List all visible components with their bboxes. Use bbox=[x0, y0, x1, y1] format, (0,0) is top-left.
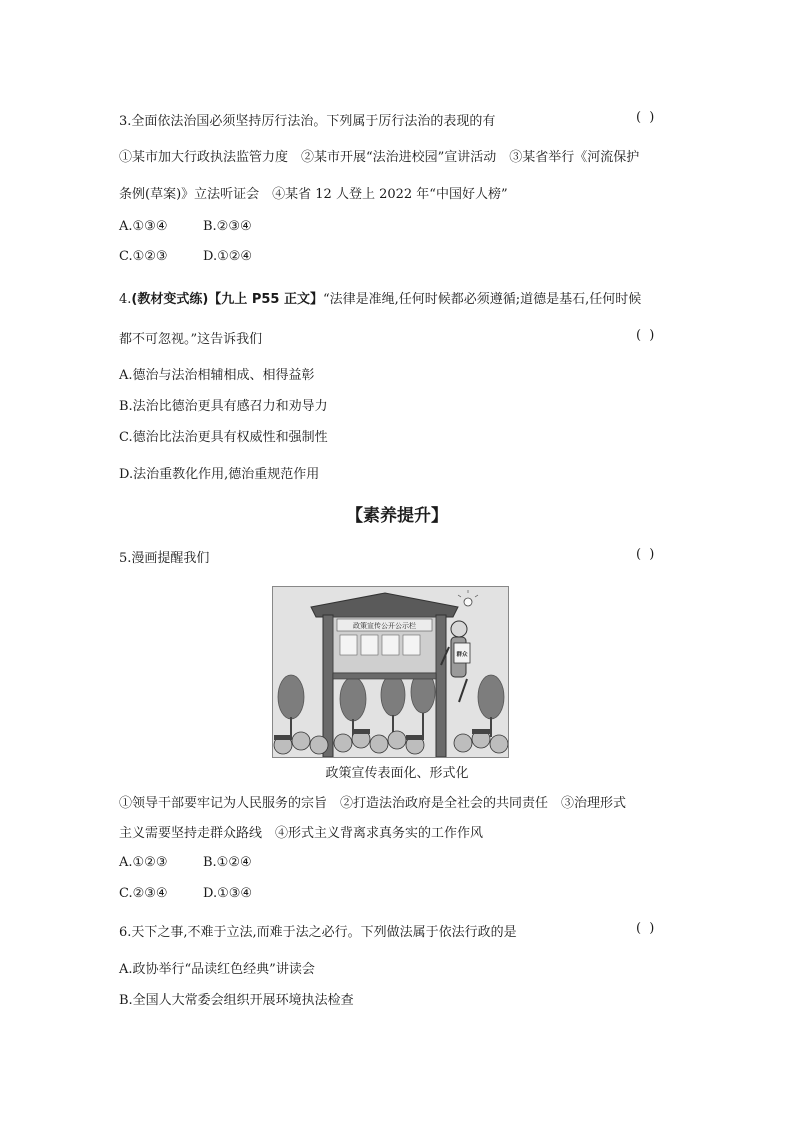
q5-statements-line1: ①领导干部要牢记为人民服务的宗旨 ②打造法治政府是全社会的共同责任 ③治理形式 bbox=[119, 796, 627, 811]
q4-option-c: C.德治比法治更具有权威性和强制性 bbox=[119, 430, 328, 445]
q4-tag-textbook: (教材变式练) bbox=[131, 292, 209, 307]
q5-answer-paren: ( ) bbox=[636, 547, 657, 562]
cartoon-illustration bbox=[273, 587, 508, 757]
q4-option-d: D.法治重教化作用,德治重规范作用 bbox=[119, 467, 320, 482]
section-title: 【素养提升】 bbox=[346, 506, 448, 526]
q6-option-a: A.政协举行“品读红色经典”讲读会 bbox=[119, 962, 315, 977]
q5-option-a: A.①②③ bbox=[119, 855, 168, 870]
board-title-text: 政策宣传公开公示栏 bbox=[353, 622, 416, 630]
q4-number: 4. bbox=[119, 292, 132, 307]
q3-option-a: A.①③④ bbox=[119, 219, 168, 234]
q4-stem-line2: 都不可忽视。”这告诉我们 bbox=[119, 332, 263, 347]
q4-answer-paren: ( ) bbox=[636, 328, 657, 343]
q3-answer-paren: ( ) bbox=[636, 110, 657, 125]
q4-stem-line1 bbox=[119, 288, 641, 307]
q5-statements-line2: 主义需要坚持走群众路线 ④形式主义背离求真务实的工作作风 bbox=[119, 826, 484, 841]
q4-tag-reference: 【九上 P55 正文】 bbox=[208, 292, 323, 307]
q3-option-b: B.②③④ bbox=[203, 219, 252, 234]
q6-answer-paren: ( ) bbox=[636, 921, 657, 936]
q5-option-d: D.①③④ bbox=[203, 886, 253, 901]
q6-option-b: B.全国人大常委会组织开展环境执法检查 bbox=[119, 993, 354, 1008]
sign-text: 群众 bbox=[456, 652, 468, 658]
q5-option-b: B.①②④ bbox=[203, 855, 252, 870]
q5-stem: 5.漫画提醒我们 bbox=[119, 551, 210, 566]
q3-statements-line1: ①某市加大行政执法监管力度 ②某市开展“法治进校园”宣讲活动 ③某省举行《河流保护 bbox=[119, 150, 640, 165]
q4-option-a: A.德治与法治相辅相成、相得益彰 bbox=[119, 368, 315, 383]
q3-statements-line2: 条例(草案)》立法听证会 ④某省 12 人登上 2022 年“中国好人榜” bbox=[119, 187, 508, 202]
q5-option-c: C.②③④ bbox=[119, 886, 168, 901]
q5-cartoon-caption: 政策宣传表面化、形式化 bbox=[325, 766, 469, 781]
q6-stem: 6.天下之事,不难于立法,而难于法之必行。下列做法属于依法行政的是 bbox=[119, 925, 517, 940]
q4-stem-text: “法律是准绳,任何时候都必须遵循;道德是基石,任何时候 bbox=[322, 292, 642, 307]
q3-option-c: C.①②③ bbox=[119, 249, 168, 264]
q3-stem: 3.全面依法治国必须坚持厉行法治。下列属于厉行法治的表现的有 bbox=[119, 114, 496, 129]
q5-cartoon-image bbox=[272, 586, 509, 758]
q3-option-d: D.①②④ bbox=[203, 249, 253, 264]
q4-option-b: B.法治比德治更具有感召力和劝导力 bbox=[119, 399, 328, 414]
